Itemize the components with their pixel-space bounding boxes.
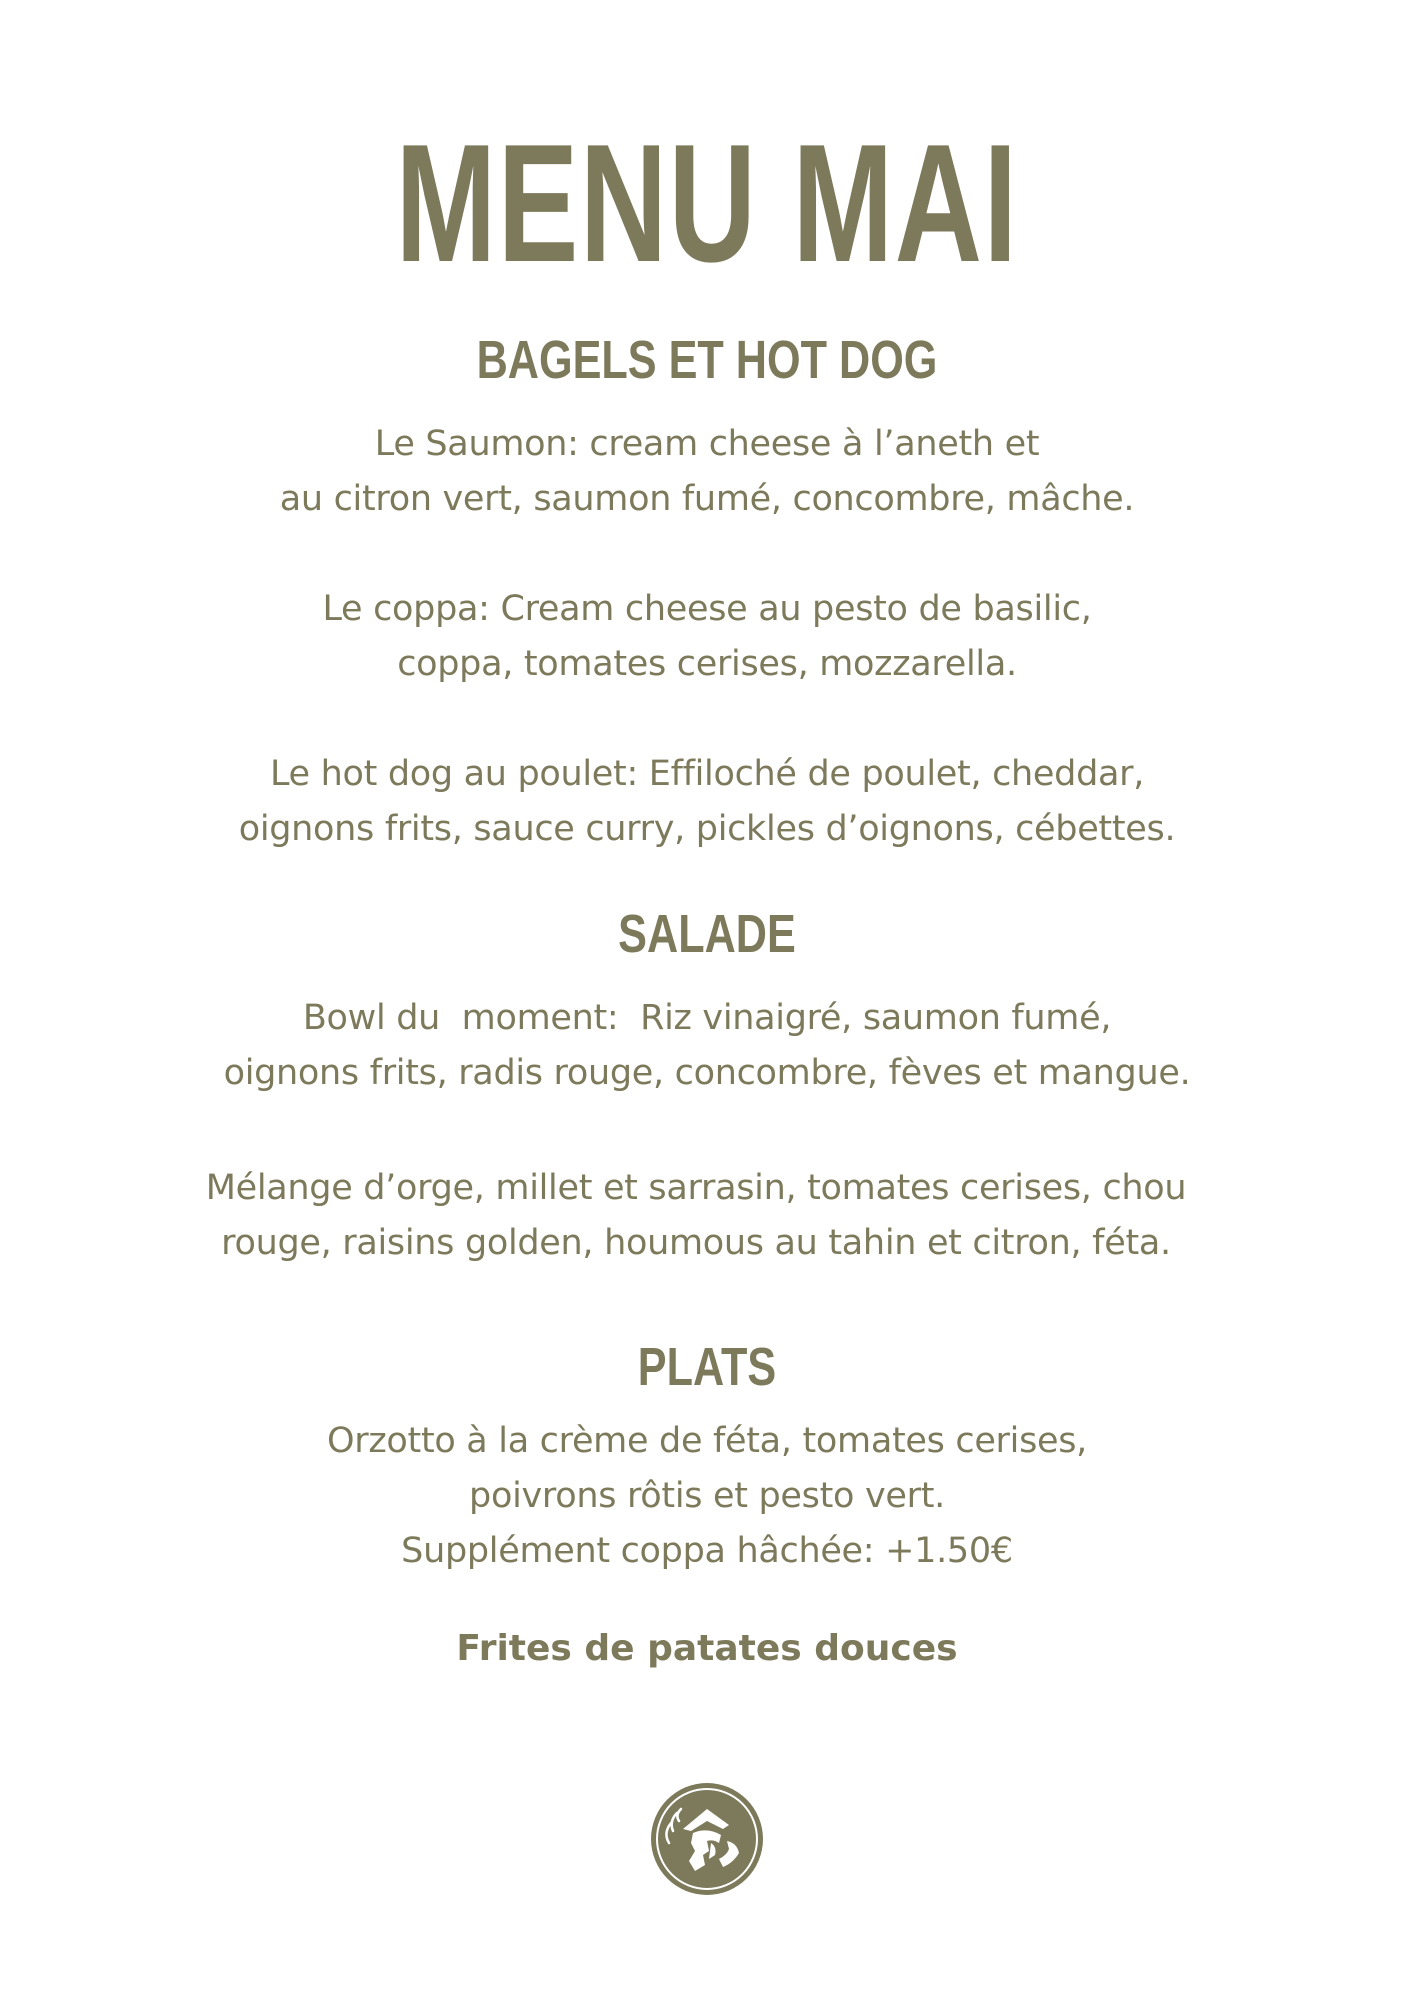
menu-title: MENU MAI — [395, 109, 1019, 297]
section-bagels — [0, 330, 1414, 390]
item-line: Mélange d’orge, millet et sarrasin, tomates cerises, chou — [205, 1168, 1187, 1208]
item-line: Bowl du moment: Riz vinaigré, saumon fumé, — [302, 998, 1112, 1038]
section-heading: BAGELS ET HOT DOG — [476, 330, 938, 390]
section-salade — [0, 904, 1414, 964]
section-heading: PLATS — [637, 1337, 777, 1397]
item-line: poivrons rôtis et pesto vert. — [469, 1476, 945, 1516]
menu-item — [0, 991, 1414, 1101]
menu-item — [0, 1161, 1403, 1271]
item-line: au citron vert, saumon fumé, concombre, mâche. — [279, 479, 1135, 519]
section-heading: SALADE — [618, 904, 796, 964]
item-line: Le coppa: Cream cheese au pesto de basilic, — [322, 589, 1092, 629]
menu-item — [0, 582, 1414, 692]
item-line: Orzotto à la crème de féta, tomates cerises, — [327, 1421, 1087, 1461]
item-line: Supplément coppa hâchée: +1.50€ — [401, 1531, 1013, 1571]
item-line: oignons frits, radis rouge, concombre, fèves et mangue. — [223, 1053, 1191, 1093]
menu-item — [0, 1414, 1414, 1579]
extra-item: Frites de patates douces — [456, 1628, 958, 1669]
item-line: oignons frits, sauce curry, pickles d’oignons, cébettes. — [238, 809, 1176, 849]
item-line: coppa, tomates cerises, mozzarella. — [397, 644, 1017, 684]
menu-item — [0, 417, 1414, 527]
menu-item — [0, 747, 1414, 857]
restaurant-emblem-icon — [649, 1781, 765, 1897]
item-line: Le hot dog au poulet: Effiloché de poulet, cheddar, — [269, 754, 1145, 794]
section-plats — [0, 1337, 1414, 1397]
item-line: rouge, raisins golden, houmous au tahin et citron, féta. — [221, 1223, 1171, 1263]
menu-extra — [0, 1624, 1414, 1674]
item-line: Le Saumon: cream cheese à l’aneth et — [374, 424, 1040, 464]
